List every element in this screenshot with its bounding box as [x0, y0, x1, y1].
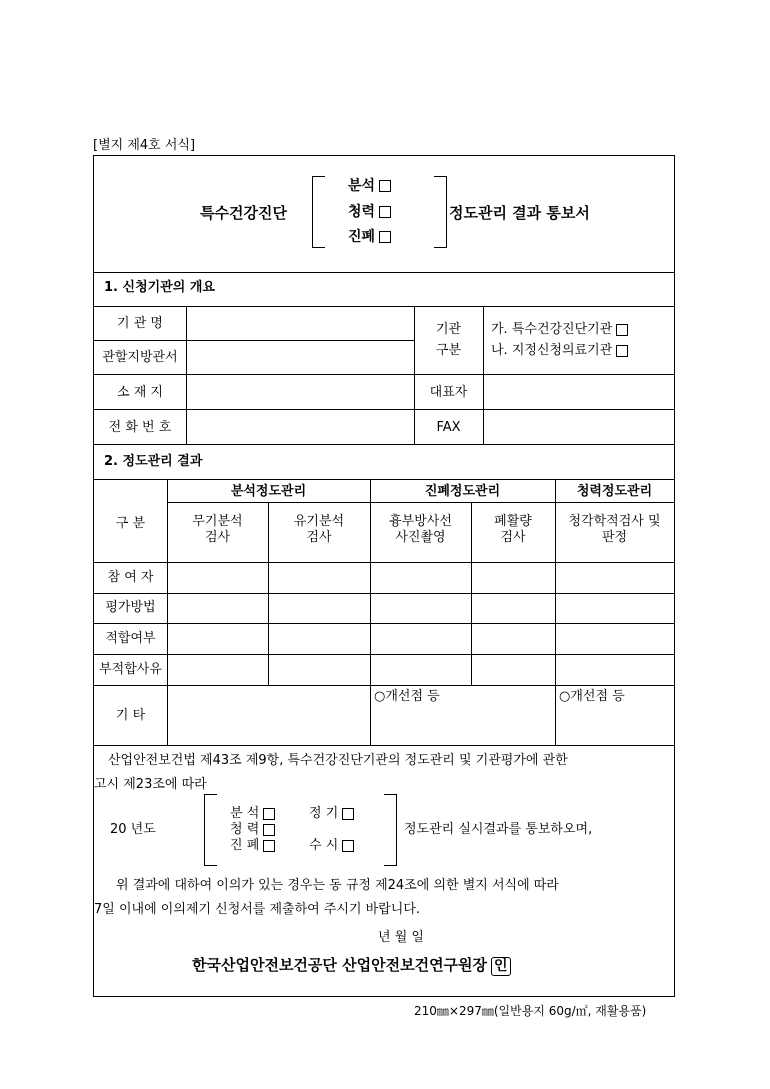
label-org-name: 기 관 명 [117, 316, 163, 331]
sub-audiology: 청각학적검사 및 판정 [568, 514, 661, 545]
opt-anytime: 수 시 [309, 838, 354, 854]
row-nonconformity: 부적합사유 [99, 662, 162, 677]
group-analysis: 분석정도관리 [230, 484, 307, 499]
checkbox-anytime[interactable] [342, 840, 354, 852]
checkbox-notice-analysis[interactable] [263, 808, 275, 820]
seal-stamp: 인 [491, 957, 511, 976]
option-pneumo: 진폐 [348, 229, 391, 246]
label-fax: FAX [436, 420, 461, 435]
notice-bracket-right [384, 794, 397, 866]
notice-line1: 산업안전보건법 제43조 제9항, 특수건강진단기관의 정도관리 및 기관평가에 관한 [108, 753, 568, 768]
form-caption: [별지 제4호 서식] [93, 138, 196, 153]
option-analysis: 분석 [348, 178, 391, 195]
row-header: 구 분 [115, 516, 146, 531]
section2-title: 2. 정도관리 결과 [104, 454, 203, 469]
label-address: 소 재 지 [117, 385, 163, 400]
org-type-special: 가. 특수건강진단기관 [491, 322, 628, 338]
opt-hearing: 청 력 [230, 822, 275, 838]
notice-year: 20 년도 [110, 822, 156, 837]
paper-spec: 210㎜×297㎜(일반용지 60g/㎡, 재활용품) [414, 1004, 647, 1018]
label-org-type-1: 기관 [435, 322, 462, 337]
row-method: 평가방법 [105, 600, 156, 615]
signer: 한국산업안전보건공단 산업안전보건연구원장 인 [192, 956, 511, 976]
checkbox-hearing[interactable] [379, 206, 391, 218]
option-hearing: 청력 [348, 204, 391, 221]
checkbox-org-special[interactable] [616, 324, 628, 336]
title-left: 특수건강진단 [200, 204, 287, 222]
label-phone: 전 화 번 호 [108, 420, 172, 435]
opt-pneumo: 진 폐 [230, 838, 275, 854]
opt-regular: 정 기 [309, 806, 354, 822]
checkbox-pneumo[interactable] [379, 231, 391, 243]
title-right: 정도관리 결과 통보서 [449, 204, 590, 222]
left-bracket [312, 176, 325, 248]
group-pneumo: 진폐정도관리 [424, 484, 501, 499]
opt-analysis: 분 석 [230, 806, 275, 822]
org-type-applicant: 나. 지정신청의료기관 [491, 343, 628, 359]
checkbox-notice-hearing[interactable] [263, 824, 275, 836]
label-org-type-2: 구분 [435, 343, 462, 358]
notice-line2: 고시 제23조에 따라 [94, 777, 207, 792]
etc-note-pneumo: ○개선점 등 [374, 689, 440, 704]
sub-spirometry: 폐활량 검사 [494, 514, 532, 545]
group-hearing: 청력정도관리 [576, 484, 653, 499]
checkbox-org-applicant[interactable] [616, 345, 628, 357]
row-participants: 참 여 자 [107, 570, 154, 585]
notice-after: 정도관리 실시결과를 통보하오며, [404, 822, 593, 837]
checkbox-regular[interactable] [342, 808, 354, 820]
sub-xray: 흉부방사선 사진촬영 [389, 514, 452, 545]
section1-title: 1. 신청기관의 개요 [104, 280, 215, 295]
checkbox-notice-pneumo[interactable] [263, 840, 275, 852]
notification-form [93, 155, 675, 997]
notice-line4: 7일 이내에 이의제기 신청서를 제출하여 주시기 바랍니다. [94, 902, 421, 917]
sub-organic: 유기분석 검사 [293, 514, 345, 545]
right-bracket [434, 176, 447, 248]
row-etc: 기 타 [115, 708, 146, 723]
notice-line3: 위 결과에 대하여 이의가 있는 경우는 동 규정 제24조에 의한 별지 서식에 따라 [116, 878, 559, 893]
sub-inorganic: 무기분석 검사 [192, 514, 243, 545]
label-rep: 대표자 [429, 385, 468, 400]
checkbox-analysis[interactable] [379, 180, 391, 192]
etc-note-hearing: ○개선점 등 [559, 689, 625, 704]
row-suitability: 적합여부 [105, 631, 156, 646]
notice-date: 년 월 일 [378, 930, 424, 945]
label-office: 관할지방관서 [102, 350, 178, 365]
notice-bracket-left [204, 794, 217, 866]
